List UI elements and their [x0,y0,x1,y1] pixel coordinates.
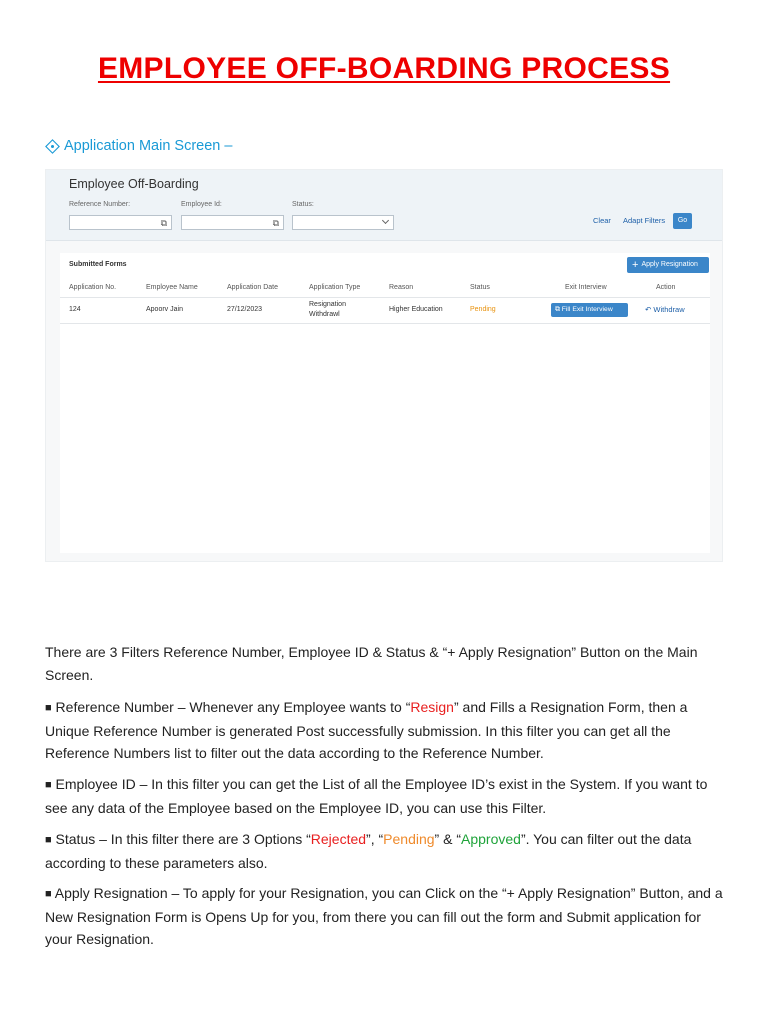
edit-icon: ⧉ [555,306,560,313]
application-date-cell: 27/12/2023 [227,306,263,313]
column-header: Application No. [69,284,117,291]
submitted-forms-title: Submitted Forms [69,261,127,268]
withdraw-link[interactable] [645,305,685,314]
status-label: Status: [292,201,314,208]
status-select[interactable] [292,215,394,230]
text-span: Apply Resignation – To apply for your Resignation, you can Click on the “+ Apply Resignation” Button, and a New Resignation Form is Opens Up for you, from there you can fill out the form and Submit application for your Resignation. [45,885,723,947]
fill-exit-interview-button[interactable] [551,303,628,317]
application-no-cell: 124 [69,306,81,313]
reason-cell: Higher Education [389,306,443,313]
employee-id-paragraph [45,773,725,819]
document-title: EMPLOYEE OFF-BOARDING PROCESS [97,52,671,85]
app-screenshot [45,169,723,562]
square-bullet-icon: ■ [45,888,52,900]
employee-id-input[interactable] [181,215,284,230]
apply-resignation-button[interactable] [627,257,709,273]
text-span: Employee ID – In this filter you can get the List of all the Employee ID’s exist in the System. If you want to see any data of the Employee based on the Employee ID, you can use this Filter. [45,776,708,816]
text-span: ” & “ [434,831,461,847]
fill-exit-interview-label: Fill Exit Interview [561,306,613,313]
chevron-down-icon [382,217,389,224]
column-header: Application Date [227,284,278,291]
adapt-filters-button[interactable]: Adapt Filters [623,216,666,225]
clear-button[interactable]: Clear [593,216,611,225]
filter-bar [46,170,722,241]
text-span: Status – In this filter there are 3 Options “ [51,831,311,847]
diamond-bullet-icon [45,139,60,154]
approved-keyword: Approved [461,831,521,847]
reference-number-label: Reference Number: [69,201,131,208]
reference-number-paragraph [45,696,725,765]
apply-resignation-label: Apply Resignation [641,261,698,268]
square-bullet-icon: ■ [45,702,52,714]
status-paragraph [45,828,725,874]
text-span: ”. You can filter out the data according to these parameters also. [45,831,692,871]
table-header [60,279,710,298]
reference-number-input[interactable] [69,215,172,230]
rejected-keyword: Rejected [310,831,367,847]
column-header: Exit Interview [565,284,607,291]
undo-icon: ↶ [645,305,652,314]
column-header: Reason [389,284,414,291]
apply-resignation-paragraph [45,882,725,951]
submitted-forms-table [60,253,710,553]
column-header: Employee Name [146,284,198,291]
application-type-cell: Resignation Withdrawl [309,301,346,318]
plus-icon: + [632,259,639,271]
column-header: Application Type [309,284,361,291]
value-help-icon[interactable]: ⧉ [272,218,279,228]
panel-title: Employee Off-Boarding [69,177,199,191]
resign-keyword: Resign [410,699,454,715]
table-row[interactable] [60,299,710,324]
value-help-icon[interactable]: ⧉ [160,218,167,228]
square-bullet-icon: ■ [45,779,52,791]
intro-paragraph: There are 3 Filters Reference Number, Employee ID & Status & “+ Apply Resignation” Button on the Main Screen. [45,644,698,683]
column-header: Action [656,284,676,291]
text-span: ”, “ [366,831,384,847]
section-heading [45,138,232,154]
square-bullet-icon: ■ [45,834,52,846]
text-span: Reference Number – Whenever any Employee wants to “ [51,699,411,715]
text-span: ” and Fills a Resignation Form, then a Unique Reference Number is generated Post successfully submission. In this filter you can get all the Reference Numbers list to filter out the data according to the Reference Number. [45,699,688,761]
employee-id-label: Employee Id: [181,201,222,208]
withdraw-label: Withdraw [653,305,685,314]
go-button[interactable]: Go [673,213,692,229]
pending-keyword: Pending [383,831,435,847]
status-cell: Pending [470,306,496,313]
column-header: Status [470,284,490,291]
employee-name-cell: Apoorv Jain [146,306,183,313]
section-heading-text: Application Main Screen – [64,138,233,154]
